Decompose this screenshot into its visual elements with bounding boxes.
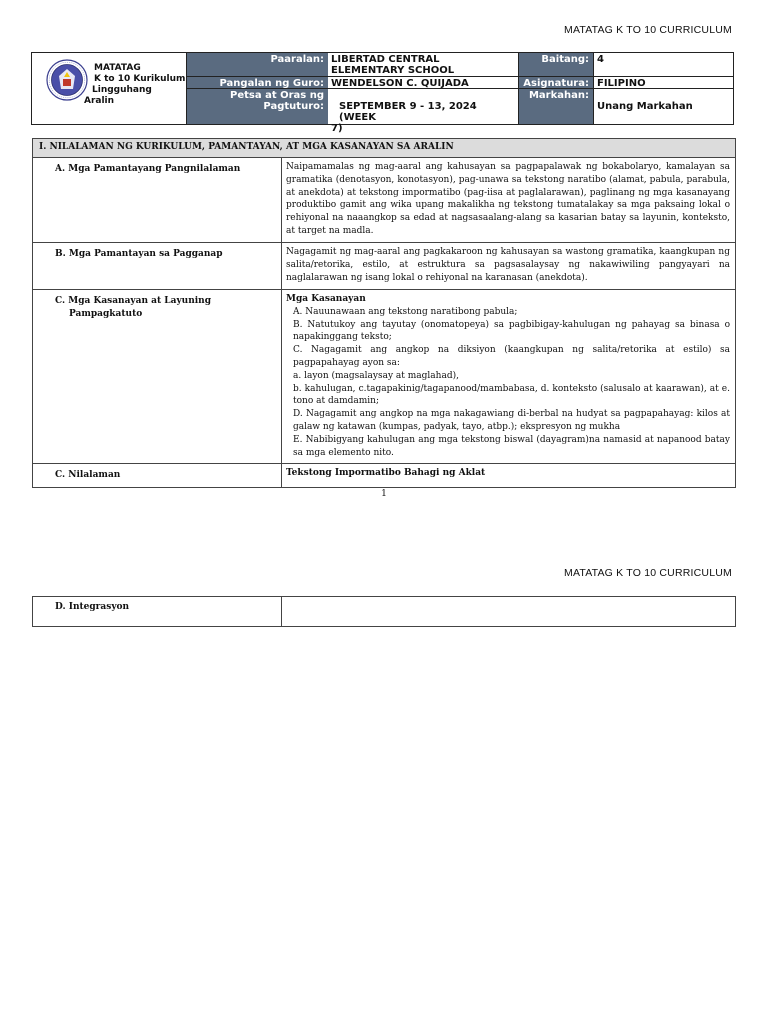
asignatura-value: FILIPINO [593, 77, 733, 88]
asignatura-label: Asignatura: [519, 77, 593, 88]
list-item: C. Nagagamit ang angkop na diksiyon (kaangkupan ng salita/retorika at estilo) sa pagpapahayag ayon sa: [293, 345, 730, 368]
integrasyon-label: D. Integrasyon [33, 597, 282, 627]
curriculum-header-label: MATATAG K TO 10 CURRICULUM [564, 567, 732, 579]
section-title: I. NILALAMAN NG KURIKULUM, PAMANTAYAN, AT MGA KASANAYAN SA ARALIN [33, 139, 736, 158]
table-row [33, 243, 736, 290]
petsa-label: Petsa at Oras ng Pagtuturo: [187, 89, 328, 124]
kasanayan-text [282, 290, 736, 464]
table-row [33, 597, 736, 627]
pamantayang-pangnilalaman-label: A. Mga Pamantayang Pangnilalaman [33, 158, 282, 243]
guro-value: WENDELSON C. QUIJADA [328, 77, 519, 88]
baitang-label: Baitang: [519, 53, 593, 76]
curriculum-content-table [32, 138, 736, 488]
markahan-value: Unang Markahan [593, 89, 733, 124]
program-title: MATATAG K to 10 Kurikulum Lingguhang Aralin [84, 63, 186, 106]
kasanayan-heading: Mga Kasanayan [286, 294, 366, 304]
list-item: A. Nauunawaan ang tekstong naratibong pabula; [293, 306, 518, 317]
section-header-row [33, 139, 736, 158]
list-item: E. Nabibigyang kahulugan ang mga tekstong biswal (dayagram)na namasid at napanood batay sa mga elemento nito. [293, 434, 730, 458]
integrasyon-table [32, 596, 736, 627]
integrasyon-text [282, 597, 736, 627]
pamantayan-pagganap-text: Nagagamit ng mag-aaral ang pagkakaroon ng kahusayan sa wastong gramatika, kaangkupan ng salita/retorika, estilo, at estruktura sa pagsasalaysay ng nakawiwiling pangyayari na naglalarawan ng isang lokal o rehiyonal na karanasan (anekdota). [282, 243, 736, 290]
logo-cell [32, 53, 187, 124]
page-number: 1 [381, 489, 387, 499]
baitang-value: 4 [593, 53, 733, 76]
header-row-paaralan [187, 53, 733, 77]
pamantayang-pangnilalaman-text: Naipamamalas ng mag-aaral ang kahusayan sa pagpapalawak ng bokabolaryo, kamalayan sa gramatika (denotasyon, konotasyon), pag-unawa sa tekstong naratibo (alamat, pabula, parabula, at anekdota) at tekstong impormatibo (pag-iisa at paglalarawan), paglinang ng mga kasanayang produktibo gamit ang wika upang makalikha ng tekstong tumatalakay sa mga paksaing lokal o rehiyonal na naaangkop sa edad at nagsasaalang-alang sa kasarian batay sa layunin, konteksto, at target na madla. [282, 158, 736, 243]
nilalaman-text: Tekstong Impormatibo Bahagi ng Aklat [282, 464, 736, 488]
table-row [33, 158, 736, 243]
petsa-value: SEPTEMBER 9 - 13, 2024 (WEEK 7) [328, 89, 519, 124]
curriculum-header-label: MATATAG K TO 10 CURRICULUM [564, 24, 732, 36]
list-item: B. Natutukoy ang tayutay (onomatopeya) sa pagbibigay-kahulugan ng pahayag sa binasa o napakinggang teksto; [293, 319, 730, 343]
table-row [33, 290, 736, 464]
list-item: b. kahulugan, c.tagapakinig/tagapanood/mambabasa, d. konteksto (salusalo at kaarawan), at e. tono at damdamin; [293, 383, 730, 407]
paaralan-value: LIBERTAD CENTRAL ELEMENTARY SCHOOL [328, 53, 519, 76]
pamantayan-pagganap-label: B. Mga Pamantayan sa Pagganap [33, 243, 282, 290]
list-item: D. Nagagamit ang angkop na mga nakagawiang di-berbal na hudyat sa pagpapahayag: kilos at galaw ng katawan (kumpas, padyak, tayo, atbp.); ekspresyon ng mukha [293, 409, 730, 432]
guro-label: Pangalan ng Guro: [187, 77, 328, 88]
kasanayan-label: C. Mga Kasanayan at Layuning Pampagkatuto [33, 290, 282, 464]
header-row-guro [187, 77, 733, 89]
header-row-petsa [187, 89, 733, 134]
nilalaman-label: C. Nilalaman [33, 464, 282, 488]
list-item: a. layon (magsalaysay at maglahad), [293, 370, 459, 381]
deped-seal-icon [46, 59, 88, 101]
lesson-header-table [31, 52, 734, 134]
markahan-label: Markahan: [519, 89, 593, 124]
table-row [33, 464, 736, 488]
paaralan-label: Paaralan: [187, 53, 328, 76]
